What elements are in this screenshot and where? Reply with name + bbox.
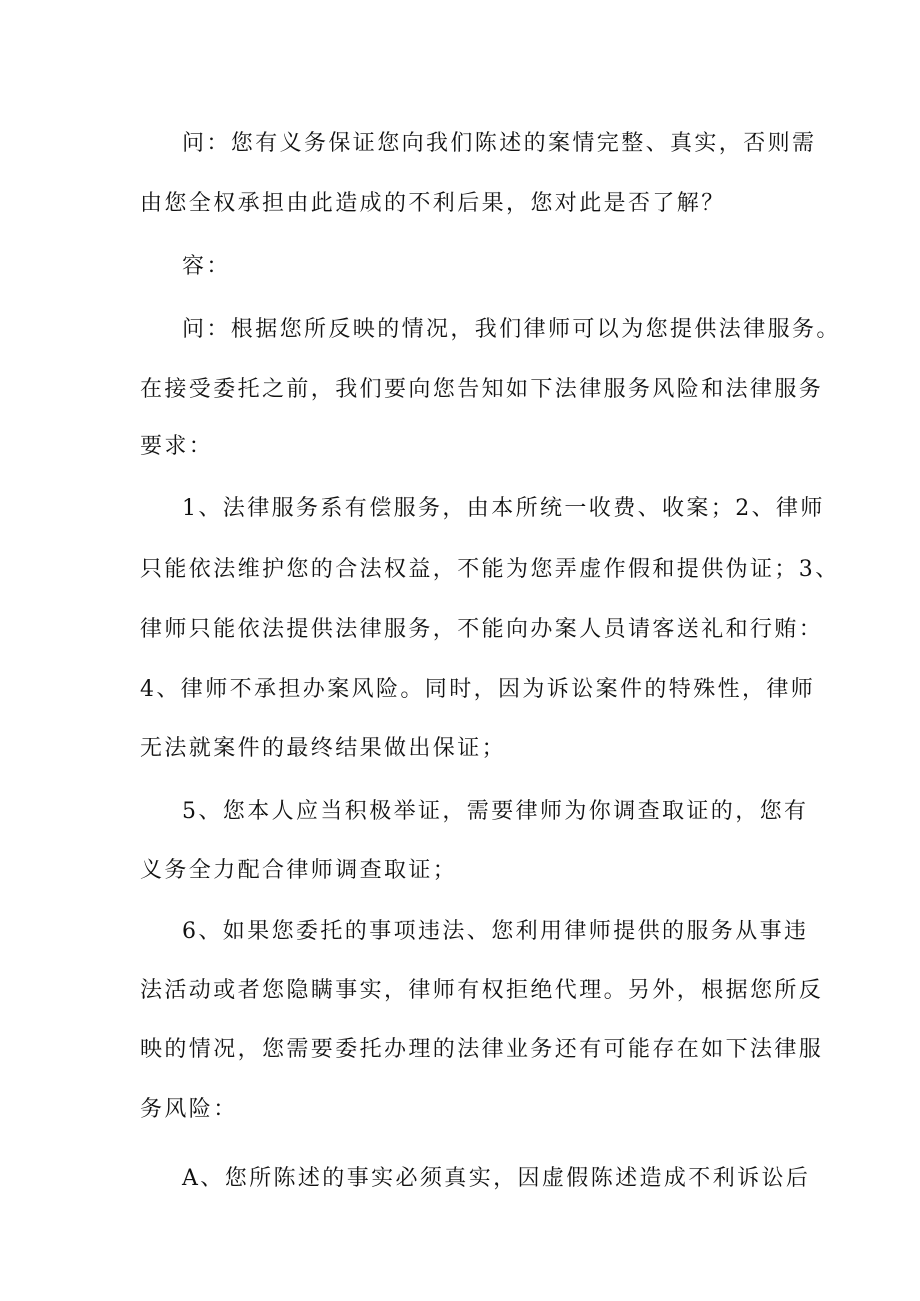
text-line: 5、您本人应当积极举证，需要律师为你调查取证的，您有 — [182, 799, 809, 824]
text-line: 务风险： — [140, 1097, 238, 1122]
text-line: A、您所陈述的事实必须真实，因虚假陈述造成不利诉讼后 — [182, 1166, 811, 1191]
text-line: 义务全力配合律师调查取证； — [140, 858, 458, 883]
text-line: 1、法律服务系有偿服务，由本所统一收费、收案；2、律师 — [182, 496, 825, 521]
text-line: 只能依法维护您的合法权益，不能为您弄虚作假和提供伪证；3、 — [140, 557, 840, 582]
text-line: 无法就案件的最终结果做出保证； — [140, 736, 507, 761]
text-line: 问：您有义务保证您向我们陈述的案情完整、真实，否则需 — [182, 131, 817, 156]
text-line: 6、如果您委托的事项违法、您利用律师提供的服务从事违 — [182, 919, 809, 944]
text-line: 容： — [182, 254, 231, 279]
text-line: 映的情况，您需要委托办理的法律业务还有可能存在如下法律服 — [140, 1037, 824, 1062]
text-line: 律师只能依法提供法律服务，不能向办案人员请客送礼和行贿： — [140, 617, 824, 642]
text-line: 要求： — [140, 434, 214, 459]
text-line: 问：根据您所反映的情况，我们律师可以为您提供法律服务。 — [182, 317, 841, 342]
text-line: 在接受委托之前，我们要向您告知如下法律服务风险和法律服务 — [140, 377, 824, 402]
text-line: 法活动或者您隐瞒事实，律师有权拒绝代理。另外，根据您所反 — [140, 978, 824, 1003]
text-line: 4、律师不承担办案风险。同时，因为诉讼案件的特殊性，律师 — [140, 677, 816, 702]
text-line: 由您全权承担由此造成的不利后果，您对此是否了解？ — [140, 191, 726, 216]
